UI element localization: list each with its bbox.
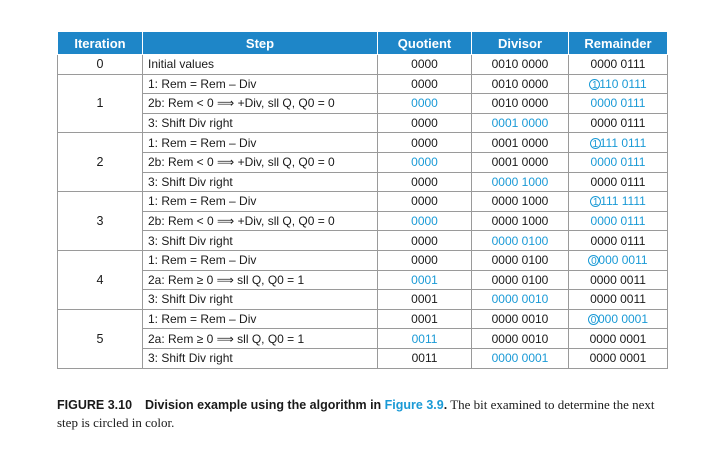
iteration-cell: 5: [58, 309, 143, 368]
step-cell: 1: Rem = Rem – Div: [143, 309, 378, 329]
table-row: [58, 329, 668, 349]
quotient-cell: 0000: [378, 211, 472, 231]
circled-bit: 1: [589, 79, 600, 90]
iteration-cell: 4: [58, 250, 143, 309]
remainder-cell: 0000 0011: [569, 290, 668, 310]
divisor-cell: 0010 0000: [472, 94, 569, 114]
step-cell: 3: Shift Div right: [143, 290, 378, 310]
divisor-cell: 0000 0100: [472, 250, 569, 270]
caption-title-period: .: [443, 398, 448, 412]
remainder-cell: 0000 0111: [569, 172, 668, 192]
divisor-cell: 0000 0100: [472, 231, 569, 251]
remainder-cell: 0000 0001: [569, 329, 668, 349]
quotient-cell: 0000: [378, 250, 472, 270]
iteration-cell: 1: [58, 74, 143, 133]
iteration-cell: 2: [58, 133, 143, 192]
divisor-cell: 0001 0000: [472, 133, 569, 153]
remainder-cell: [569, 309, 668, 329]
table-row: [58, 348, 668, 368]
quotient-cell: 0000: [378, 94, 472, 114]
step-cell: 1: Rem = Rem – Div: [143, 250, 378, 270]
divisor-cell: 0000 1000: [472, 211, 569, 231]
header-iteration: Iteration: [58, 32, 143, 55]
remainder-cell: 0000 0111: [569, 55, 668, 75]
table-row: [58, 133, 668, 153]
divisor-cell: 0001 0000: [472, 152, 569, 172]
table-row: [58, 270, 668, 290]
remainder-cell: 0000 0111: [569, 211, 668, 231]
divisor-cell: 0000 0100: [472, 270, 569, 290]
circled-bit: 1: [590, 196, 601, 207]
table-row: [58, 290, 668, 310]
caption-body: The bit examined to determine the next step is circled in color.: [57, 397, 655, 430]
table-row: [58, 309, 668, 329]
remainder-cell: [569, 74, 668, 94]
quotient-cell: 0000: [378, 55, 472, 75]
remainder-cell: 0000 0111: [569, 231, 668, 251]
remainder-rest: 111 0111: [599, 135, 647, 150]
table-row: [58, 74, 668, 94]
table-row: [58, 172, 668, 192]
step-cell: 2a: Rem ≥ 0 ⟹ sll Q, Q0 = 1: [143, 270, 378, 290]
step-cell: 1: Rem = Rem – Div: [143, 192, 378, 212]
step-cell: 3: Shift Div right: [143, 172, 378, 192]
table-row: [58, 152, 668, 172]
quotient-cell: 0000: [378, 113, 472, 133]
table-row: [58, 211, 668, 231]
circled-bit: 1: [590, 138, 601, 149]
table-header-row: [58, 32, 668, 55]
remainder-cell: [569, 192, 668, 212]
quotient-cell: 0000: [378, 172, 472, 192]
caption-title-text: Division example using the algorithm in: [145, 398, 385, 412]
remainder-cell: 0000 0111: [569, 94, 668, 114]
remainder-cell: 0000 0111: [569, 152, 668, 172]
table-row: [58, 250, 668, 270]
remainder-cell: 0000 0111: [569, 113, 668, 133]
quotient-cell: 0001: [378, 290, 472, 310]
quotient-cell: 0000: [378, 133, 472, 153]
table-row: [58, 231, 668, 251]
divisor-cell: 0000 1000: [472, 172, 569, 192]
divisor-cell: 0000 0010: [472, 309, 569, 329]
remainder-cell: 0000 0011: [569, 270, 668, 290]
circled-bit: 0: [588, 314, 599, 325]
quotient-cell: 0001: [378, 309, 472, 329]
caption-figure-link[interactable]: Figure 3.9: [384, 398, 444, 412]
quotient-cell: 0000: [378, 152, 472, 172]
divisor-cell: 0000 0010: [472, 329, 569, 349]
step-cell: 2b: Rem < 0 ⟹ +Div, sll Q, Q0 = 0: [143, 94, 378, 114]
step-cell: 2a: Rem ≥ 0 ⟹ sll Q, Q0 = 1: [143, 329, 378, 349]
header-divisor: Divisor: [472, 32, 569, 55]
remainder-cell: [569, 133, 668, 153]
division-example-table: [57, 31, 668, 369]
header-quotient: Quotient: [378, 32, 472, 55]
step-cell: 3: Shift Div right: [143, 113, 378, 133]
remainder-rest: 000 0001: [597, 312, 649, 327]
step-cell: 2b: Rem < 0 ⟹ +Div, sll Q, Q0 = 0: [143, 152, 378, 172]
divisor-cell: 0010 0000: [472, 55, 569, 75]
caption-label: FIGURE 3.10: [57, 398, 133, 412]
step-cell: 2b: Rem < 0 ⟹ +Div, sll Q, Q0 = 0: [143, 211, 378, 231]
step-cell: 3: Shift Div right: [143, 348, 378, 368]
remainder-cell: [569, 250, 668, 270]
figure-caption: [57, 396, 667, 432]
division-table-container: [57, 31, 667, 369]
iteration-cell: 0: [58, 55, 143, 75]
step-cell: 3: Shift Div right: [143, 231, 378, 251]
remainder-rest: 111 1111: [600, 194, 646, 209]
quotient-cell: 0000: [378, 192, 472, 212]
header-remainder: Remainder: [569, 32, 668, 55]
iteration-cell: 3: [58, 192, 143, 251]
quotient-cell: 0001: [378, 270, 472, 290]
divisor-cell: 0001 0000: [472, 113, 569, 133]
divisor-cell: 0000 0010: [472, 290, 569, 310]
caption-title: [145, 398, 447, 412]
circled-bit: 0: [588, 255, 599, 266]
table-row: [58, 55, 668, 75]
divisor-cell: 0000 1000: [472, 192, 569, 212]
quotient-cell: 0011: [378, 329, 472, 349]
step-cell: Initial values: [143, 55, 378, 75]
remainder-rest: 110 0111: [599, 76, 647, 91]
step-cell: 1: Rem = Rem – Div: [143, 74, 378, 94]
quotient-cell: 0000: [378, 74, 472, 94]
quotient-cell: 0011: [378, 348, 472, 368]
remainder-cell: 0000 0001: [569, 348, 668, 368]
table-row: [58, 192, 668, 212]
step-cell: 1: Rem = Rem – Div: [143, 133, 378, 153]
header-step: Step: [143, 32, 378, 55]
divisor-cell: 0010 0000: [472, 74, 569, 94]
divisor-cell: 0000 0001: [472, 348, 569, 368]
table-row: [58, 113, 668, 133]
table-row: [58, 94, 668, 114]
remainder-rest: 000 0011: [598, 253, 648, 268]
quotient-cell: 0000: [378, 231, 472, 251]
